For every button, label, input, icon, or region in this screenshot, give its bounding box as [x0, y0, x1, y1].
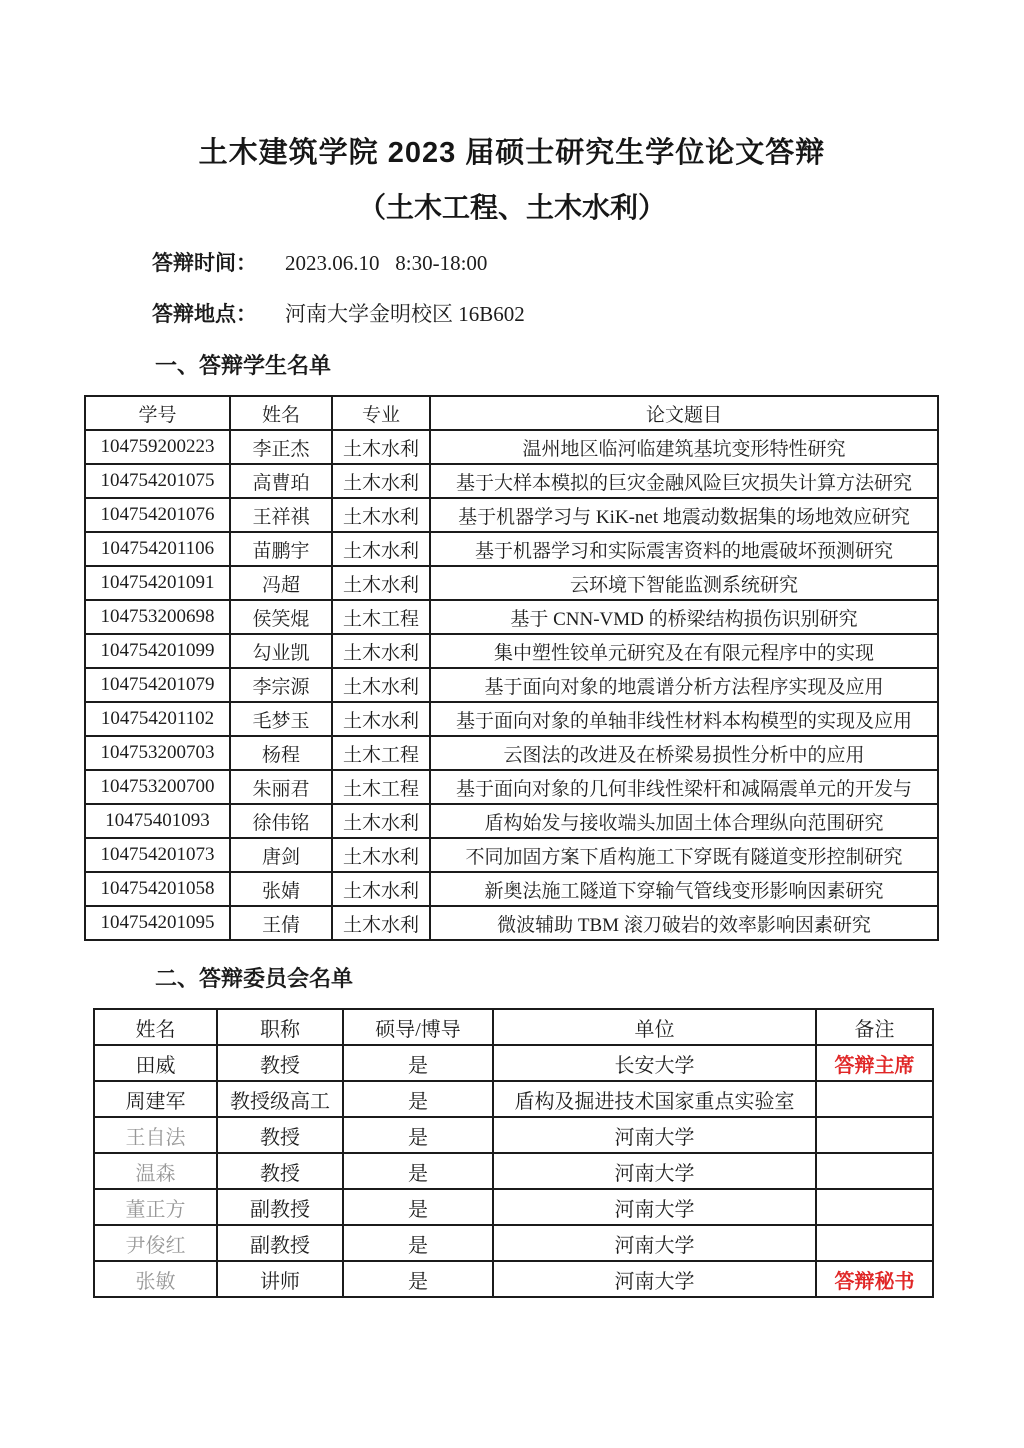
thesis-title: 基于面向对象的单轴非线性材料本构模型的实现及应用 [430, 702, 938, 736]
thesis-title: 新奥法施工隧道下穿输气管线变形影响因素研究 [430, 872, 938, 906]
student-row [85, 736, 938, 770]
committee-supervisor-type: 是 [343, 1117, 493, 1153]
defense-location-line [152, 301, 1024, 328]
committee-supervisor-type: 是 [343, 1261, 493, 1297]
committee-supervisor-type: 是 [343, 1045, 493, 1081]
student-name: 毛梦玉 [230, 702, 332, 736]
student-row [85, 770, 938, 804]
student-major: 土木水利 [332, 532, 430, 566]
student-row [85, 702, 938, 736]
thesis-title: 云图法的改进及在桥梁易损性分析中的应用 [430, 736, 938, 770]
committee-supervisor-type: 是 [343, 1081, 493, 1117]
committee-title: 副教授 [217, 1189, 343, 1225]
committee-row [94, 1225, 933, 1261]
committee-title: 教授 [217, 1045, 343, 1081]
thesis-title: 集中塑性铰单元研究及在有限元程序中的实现 [430, 634, 938, 668]
committee-header-unit: 单位 [493, 1009, 816, 1045]
students-header-thesis: 论文题目 [430, 396, 938, 430]
thesis-title: 温州地区临河临建筑基坑变形特性研究 [430, 430, 938, 464]
student-id: 10475401093 [85, 804, 230, 838]
defense-time-label: 答辩时间： [152, 252, 257, 275]
students-header-name: 姓名 [230, 396, 332, 430]
student-id: 104754201095 [85, 906, 230, 940]
student-major: 土木水利 [332, 872, 430, 906]
student-name: 杨程 [230, 736, 332, 770]
student-row [85, 532, 938, 566]
committee-note: 答辩主席 [816, 1045, 933, 1081]
student-name: 王倩 [230, 906, 332, 940]
committee-title: 讲师 [217, 1261, 343, 1297]
student-name: 朱丽君 [230, 770, 332, 804]
student-name: 唐剑 [230, 838, 332, 872]
committee-supervisor-type: 是 [343, 1189, 493, 1225]
thesis-title: 基于机器学习和实际震害资料的地震破坏预测研究 [430, 532, 938, 566]
committee-name: 周建军 [94, 1081, 217, 1117]
document-title: 土木建筑学院 2023 届硕士研究生学位论文答辩 [198, 137, 826, 169]
section-heading-committee: 二、答辩委员会名单 [155, 966, 354, 991]
student-id: 104754201099 [85, 634, 230, 668]
students-table [84, 395, 939, 941]
committee-name: 王自法 [94, 1117, 217, 1153]
student-major: 土木工程 [332, 600, 430, 634]
committee-header-title: 职称 [217, 1009, 343, 1045]
student-name: 苗鹏宇 [230, 532, 332, 566]
defense-time-line [152, 250, 1024, 277]
committee-header-supervisor-type: 硕导/博导 [343, 1009, 493, 1045]
student-major: 土木工程 [332, 770, 430, 804]
student-major: 土木水利 [332, 464, 430, 498]
student-row [85, 600, 938, 634]
committee-note [816, 1153, 933, 1189]
committee-supervisor-type: 是 [343, 1225, 493, 1261]
committee-name: 张敏 [94, 1261, 217, 1297]
student-name: 王祥祺 [230, 498, 332, 532]
student-major: 土木水利 [332, 702, 430, 736]
thesis-title: 基于面向对象的几何非线性梁杆和减隔震单元的开发与 [430, 770, 938, 804]
committee-note [816, 1081, 933, 1117]
committee-note [816, 1189, 933, 1225]
students-header-row [85, 396, 938, 430]
student-name: 侯笑焜 [230, 600, 332, 634]
student-row [85, 566, 938, 600]
student-name: 冯超 [230, 566, 332, 600]
thesis-title: 基于大样本模拟的巨灾金融风险巨灾损失计算方法研究 [430, 464, 938, 498]
section-heading-students: 一、答辩学生名单 [155, 353, 332, 378]
student-name: 张婧 [230, 872, 332, 906]
committee-unit: 河南大学 [493, 1189, 816, 1225]
student-name: 李宗源 [230, 668, 332, 702]
student-id: 104754201102 [85, 702, 230, 736]
committee-row [94, 1189, 933, 1225]
committee-unit: 盾构及掘进技术国家重点实验室 [493, 1081, 816, 1117]
committee-title: 教授 [217, 1117, 343, 1153]
student-name: 李正杰 [230, 430, 332, 464]
committee-name: 董正方 [94, 1189, 217, 1225]
committee-name: 田威 [94, 1045, 217, 1081]
student-id: 104753200698 [85, 600, 230, 634]
committee-header-name: 姓名 [94, 1009, 217, 1045]
students-header-major: 专业 [332, 396, 430, 430]
student-id: 104754201076 [85, 498, 230, 532]
student-name: 徐伟铭 [230, 804, 332, 838]
thesis-title: 基于机器学习与 KiK-net 地震动数据集的场地效应研究 [430, 498, 938, 532]
committee-table [93, 1008, 934, 1298]
defense-location-value: 河南大学金明校区 16B602 [285, 302, 525, 326]
committee-name: 温森 [94, 1153, 217, 1189]
student-major: 土木水利 [332, 838, 430, 872]
committee-row [94, 1153, 933, 1189]
committee-unit: 河南大学 [493, 1261, 816, 1297]
student-major: 土木水利 [332, 566, 430, 600]
student-id: 104759200223 [85, 430, 230, 464]
student-id: 104754201091 [85, 566, 230, 600]
student-id: 104754201075 [85, 464, 230, 498]
committee-note: 答辩秘书 [816, 1261, 933, 1297]
committee-row [94, 1117, 933, 1153]
student-row [85, 498, 938, 532]
student-row [85, 872, 938, 906]
committee-note [816, 1225, 933, 1261]
student-row [85, 804, 938, 838]
thesis-title: 基于 CNN-VMD 的桥梁结构损伤识别研究 [430, 600, 938, 634]
committee-title: 副教授 [217, 1225, 343, 1261]
committee-header-row [94, 1009, 933, 1045]
student-major: 土木水利 [332, 804, 430, 838]
student-major: 土木工程 [332, 736, 430, 770]
thesis-title: 盾构始发与接收端头加固土体合理纵向范围研究 [430, 804, 938, 838]
thesis-title: 基于面向对象的地震谱分析方法程序实现及应用 [430, 668, 938, 702]
committee-row [94, 1261, 933, 1297]
committee-unit: 河南大学 [493, 1153, 816, 1189]
student-id: 104754201106 [85, 532, 230, 566]
student-name: 勾业凯 [230, 634, 332, 668]
committee-supervisor-type: 是 [343, 1153, 493, 1189]
thesis-title: 不同加固方案下盾构施工下穿既有隧道变形控制研究 [430, 838, 938, 872]
student-major: 土木水利 [332, 668, 430, 702]
committee-header-note: 备注 [816, 1009, 933, 1045]
student-row [85, 906, 938, 940]
committee-name: 尹俊红 [94, 1225, 217, 1261]
student-row [85, 430, 938, 464]
committee-row [94, 1081, 933, 1117]
committee-unit: 河南大学 [493, 1225, 816, 1261]
committee-row [94, 1045, 933, 1081]
committee-unit: 长安大学 [493, 1045, 816, 1081]
committee-title: 教授级高工 [217, 1081, 343, 1117]
defense-location-label: 答辩地点： [152, 303, 257, 326]
student-major: 土木水利 [332, 498, 430, 532]
student-major: 土木水利 [332, 634, 430, 668]
student-major: 土木水利 [332, 430, 430, 464]
student-id: 104753200703 [85, 736, 230, 770]
student-row [85, 668, 938, 702]
document-subtitle: （土木工程、土木水利） [357, 192, 666, 223]
thesis-title: 云环境下智能监测系统研究 [430, 566, 938, 600]
student-id: 104754201073 [85, 838, 230, 872]
student-row [85, 838, 938, 872]
committee-title: 教授 [217, 1153, 343, 1189]
defense-time-value: 2023.06.10 8:30-18:00 [285, 251, 488, 275]
thesis-title: 微波辅助 TBM 滚刀破岩的效率影响因素研究 [430, 906, 938, 940]
student-major: 土木水利 [332, 906, 430, 940]
student-row [85, 634, 938, 668]
students-header-id: 学号 [85, 396, 230, 430]
student-name: 高曹珀 [230, 464, 332, 498]
committee-note [816, 1117, 933, 1153]
committee-unit: 河南大学 [493, 1117, 816, 1153]
student-id: 104754201079 [85, 668, 230, 702]
student-row [85, 464, 938, 498]
student-id: 104754201058 [85, 872, 230, 906]
student-id: 104753200700 [85, 770, 230, 804]
